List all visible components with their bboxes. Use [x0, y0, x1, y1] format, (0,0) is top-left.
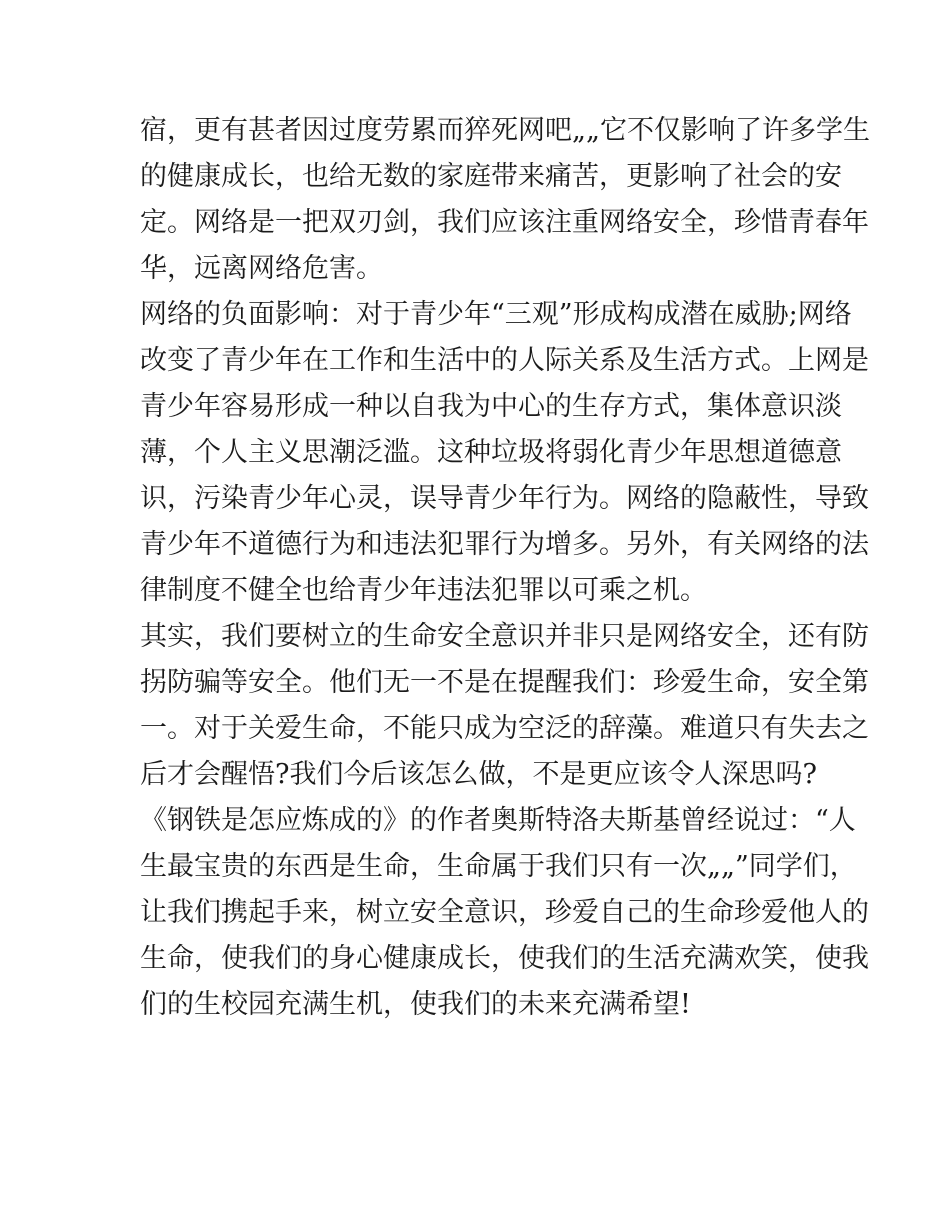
text-line: 宿，更有甚者因过度劳累而猝死网吧„„它不仅影响了许多学生 — [140, 115, 870, 146]
text-line: 的健康成长，也给无数的家庭带来痛苦，更影响了社会的安 — [140, 161, 842, 192]
text-line: 薄，个人主义思潮泛滥。这种垃圾将弱化青少年思想道德意 — [140, 437, 842, 468]
text-line: 们的生校园充满生机，使我们的未来充满希望! — [140, 989, 691, 1020]
text-line: 拐防骗等安全。他们无一不是在提醒我们：珍爱生命，安全第 — [140, 667, 869, 698]
text-line: 华，远离网络危害。 — [140, 253, 383, 284]
text-line: 青少年不道德行为和违法犯罪行为增多。另外，有关网络的法 — [140, 529, 869, 560]
text-line: 生最宝贵的东西是生命，生命属于我们只有一次„„”同学们， — [140, 851, 857, 882]
text-line: 定。网络是一把双刃剑，我们应该注重网络安全，珍惜青春年 — [140, 207, 869, 238]
text-line: 生命，使我们的身心健康成长，使我们的生活充满欢笑，使我 — [140, 943, 869, 974]
text-line: 后才会醒悟?我们今后该怎么做，不是更应该令人深思吗? — [140, 759, 817, 790]
text-line: 律制度不健全也给青少年违法犯罪以可乘之机。 — [140, 575, 707, 606]
text-line: 网络的负面影响：对于青少年“三观”形成构成潜在威胁;网络 — [140, 299, 852, 330]
text-line: 其实，我们要树立的生命安全意识并非只是网络安全，还有防 — [140, 621, 869, 652]
text-line: 识，污染青少年心灵，误导青少年行为。网络的隐蔽性，导致 — [140, 483, 869, 514]
document-page — [140, 108, 870, 1028]
text-line: 改变了青少年在工作和生活中的人际关系及生活方式。上网是 — [140, 345, 869, 376]
text-line: 青少年容易形成一种以自我为中心的生存方式，集体意识淡 — [140, 391, 842, 422]
text-line: 一。对于关爱生命，不能只成为空泛的辞藻。难道只有失去之 — [140, 713, 869, 744]
text-line: 《钢铁是怎应炼成的》的作者奥斯特洛夫斯基曾经说过：“人 — [140, 805, 856, 836]
text-line: 让我们携起手来，树立安全意识，珍爱自己的生命珍爱他人的 — [140, 897, 869, 928]
